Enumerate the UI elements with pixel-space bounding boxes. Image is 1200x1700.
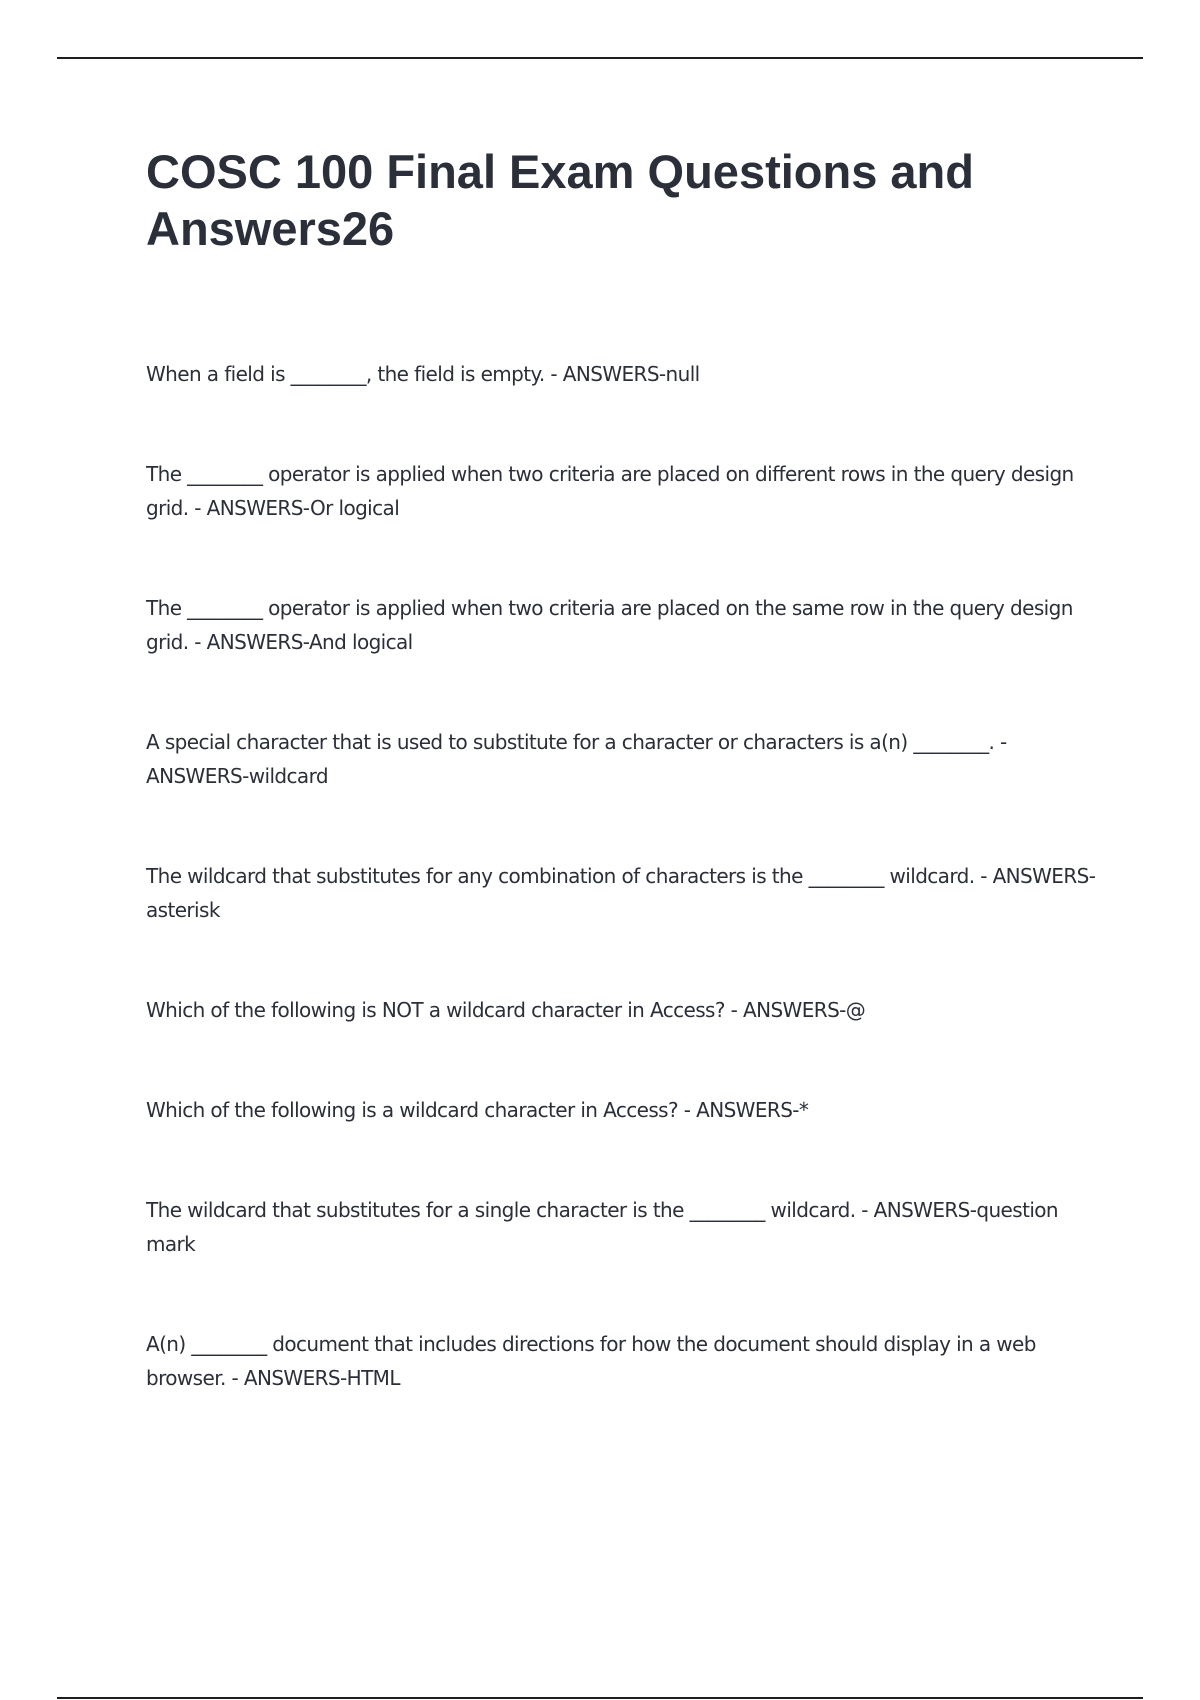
qa-item: A(n) ________ document that includes directions for how the document should display in a web browser. - ANSWERS-HTML (146, 1332, 1036, 1390)
qa-item: The wildcard that substitutes for a single character is the ________ wildcard. - ANSWERS-question mark (146, 1198, 1058, 1256)
qa-item: Which of the following is a wildcard character in Access? - ANSWERS-* (146, 1098, 809, 1122)
qa-list (146, 357, 1096, 1461)
qa-item: The ________ operator is applied when two criteria are placed on different rows in the query design grid. - ANSWERS-Or logical (146, 462, 1074, 520)
bottom-divider (57, 1697, 1143, 1699)
qa-item: Which of the following is NOT a wildcard character in Access? - ANSWERS-@ (146, 998, 866, 1022)
top-divider (57, 57, 1143, 59)
qa-item: The wildcard that substitutes for any combination of characters is the ________ wildcard. - ANSWERS-asterisk (146, 864, 1096, 922)
page-title: COSC 100 Final Exam Questions and Answers26 (146, 145, 974, 255)
qa-item: A special character that is used to substitute for a character or characters is a(n) ________. - ANSWERS-wildcard (146, 730, 1007, 788)
qa-item: When a field is ________, the field is empty. - ANSWERS-null (146, 362, 700, 386)
qa-item: The ________ operator is applied when two criteria are placed on the same row in the query design grid. - ANSWERS-And logical (146, 596, 1073, 654)
